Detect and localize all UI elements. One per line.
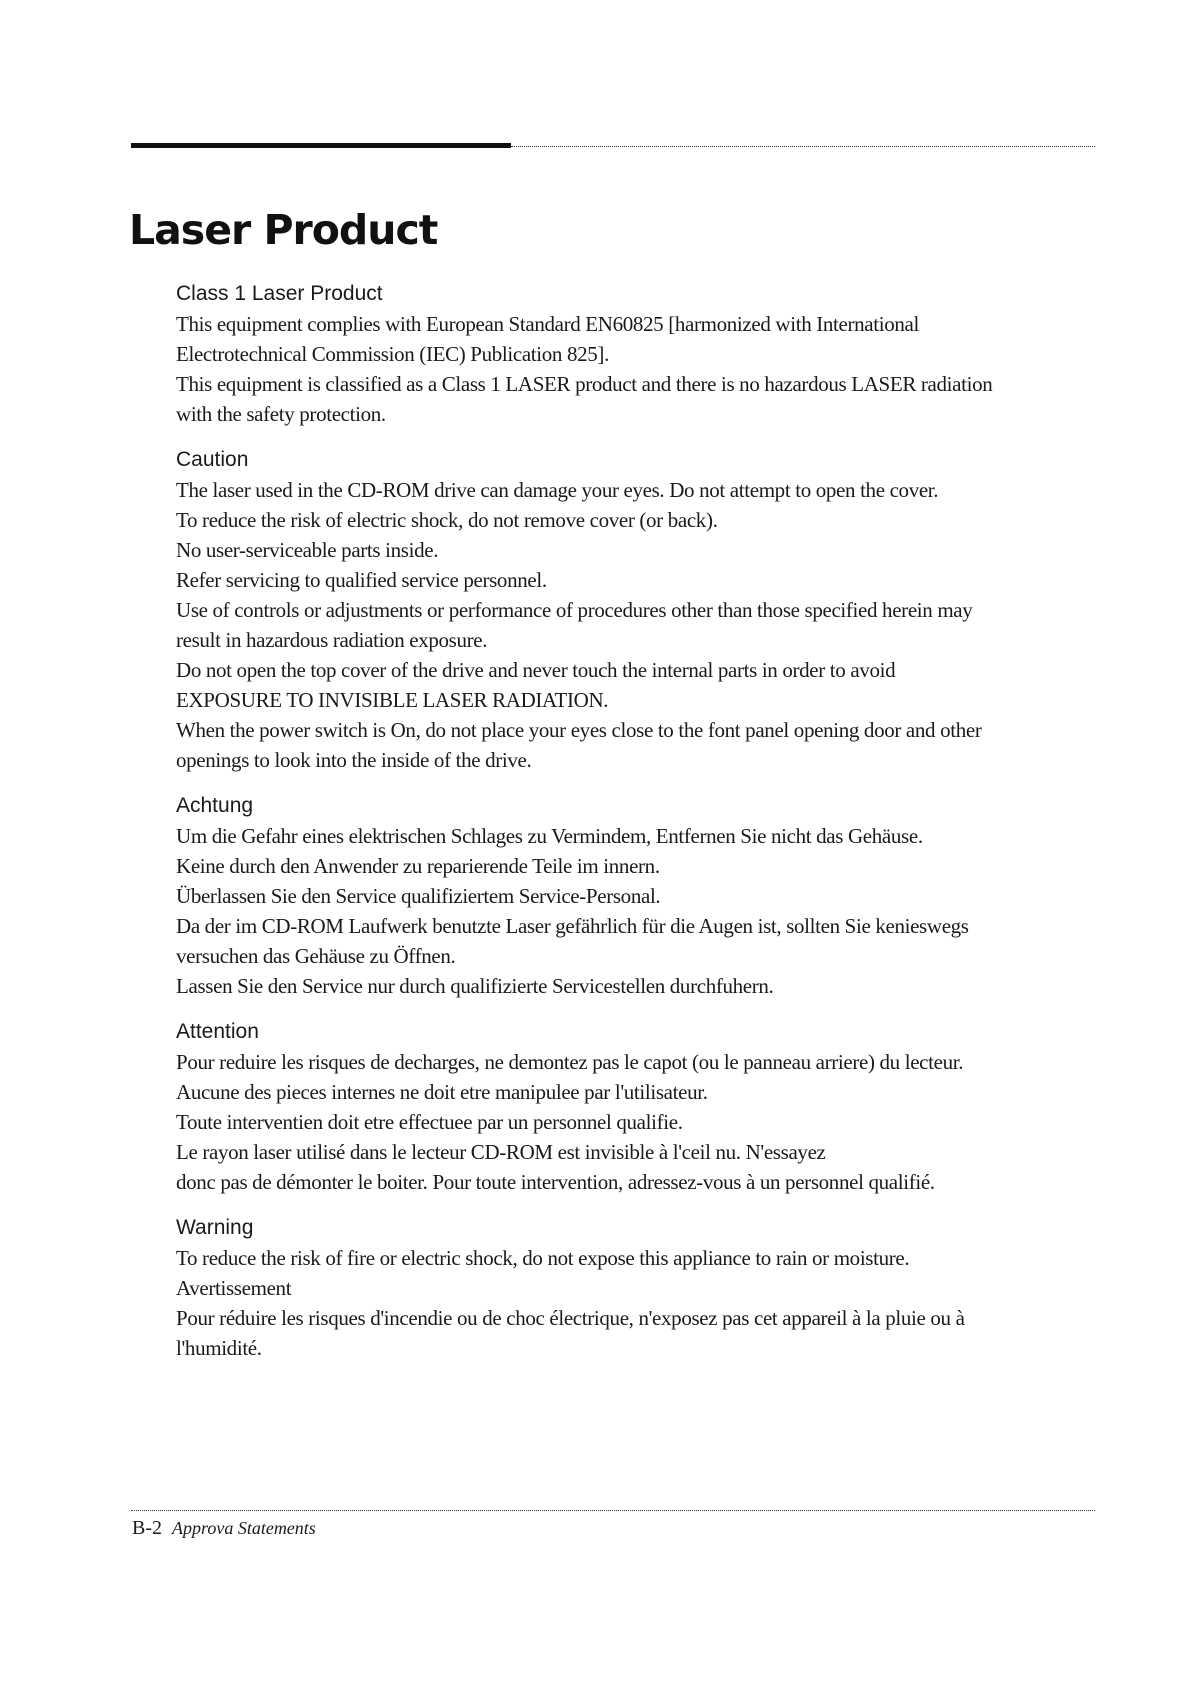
text-line: When the power switch is On, do not place your eyes close to the font panel opening door and other [176,718,982,742]
text-line: To reduce the risk of electric shock, do not remove cover (or back). [176,508,718,532]
text-line: Aucune des pieces internes ne doit etre manipulee par l'utilisateur. [176,1080,708,1104]
footer-rule-dotted [131,1510,1095,1511]
text-line: EXPOSURE TO INVISIBLE LASER RADIATION. [176,688,609,712]
text-line: Le rayon laser utilisé dans le lecteur CD-ROM est invisible à l'ceil nu. N'essayez [176,1140,826,1164]
text-line: Refer servicing to qualified service personnel. [176,568,547,592]
text-line: Use of controls or adjustments or performance of procedures other than those specified herein may [176,598,973,622]
text-line: openings to look into the inside of the drive. [176,748,532,772]
text-line: This equipment is classified as a Class 1 LASER product and there is no hazardous LASER radiation [176,372,993,396]
text-line: Avertissement [176,1276,292,1300]
section-warning [176,1213,1111,1363]
text-line: To reduce the risk of fire or electric shock, do not expose this appliance to rain or moisture. [176,1246,910,1270]
footer-section-label: Approva Statements [172,1518,316,1538]
header-rule-dotted [511,146,1095,147]
text-line: Da der im CD-ROM Laufwerk benutzte Laser gefährlich für die Augen ist, sollten Sie kenieswegs [176,914,969,938]
section-heading: Class 1 Laser Product [176,282,383,305]
page-footer [132,1517,316,1540]
text-line: The laser used in the CD-ROM drive can damage your eyes. Do not attempt to open the cover. [176,478,939,502]
text-line: Um die Gefahr eines elektrischen Schlages zu Vermindem, Entfernen Sie nicht das Gehäuse. [176,824,923,848]
text-line: No user-serviceable parts inside. [176,538,439,562]
text-line: Überlassen Sie den Service qualifiziertem Service-Personal. [176,884,661,908]
document-body [176,279,1111,1379]
text-line: Lassen Sie den Service nur durch qualifizierte Servicestellen durchfuhern. [176,974,774,998]
header-rule-solid [131,143,511,148]
section-achtung [176,791,1111,1001]
text-line: This equipment complies with European Standard EN60825 [harmonized with International [176,312,919,336]
text-line: Toute interventien doit etre effectuee par un personnel qualifie. [176,1110,683,1134]
section-heading: Achtung [176,794,254,817]
text-line: Keine durch den Anwender zu reparierende Teile im innern. [176,854,660,878]
text-line: l'humidité. [176,1336,262,1360]
text-line: Electrotechnical Commission (IEC) Publication 825]. [176,342,609,366]
text-line: Pour reduire les risques de decharges, ne demontez pas le capot (ou le panneau arriere) du lecteur. [176,1050,964,1074]
text-line: Do not open the top cover of the drive and never touch the internal parts in order to avoid [176,658,896,682]
text-line: Pour réduire les risques d'incendie ou de choc électrique, n'exposez pas cet appareil à la pluie ou à [176,1306,965,1330]
text-line: versuchen das Gehäuse zu Öffnen. [176,944,456,968]
section-heading: Warning [176,1216,254,1239]
header-rule [131,143,1095,149]
page-number: B-2 [132,1517,162,1539]
section-caution [176,445,1111,775]
section-heading: Attention [176,1020,259,1043]
text-line: result in hazardous radiation exposure. [176,628,488,652]
text-line: with the safety protection. [176,402,386,426]
text-line: donc pas de démonter le boiter. Pour toute intervention, adressez-vous à un personnel qualifié. [176,1170,935,1194]
section-attention [176,1017,1111,1197]
page-title: Laser Product [129,206,438,254]
section-heading: Caution [176,448,249,471]
section-class-1-laser-product [176,279,1111,429]
